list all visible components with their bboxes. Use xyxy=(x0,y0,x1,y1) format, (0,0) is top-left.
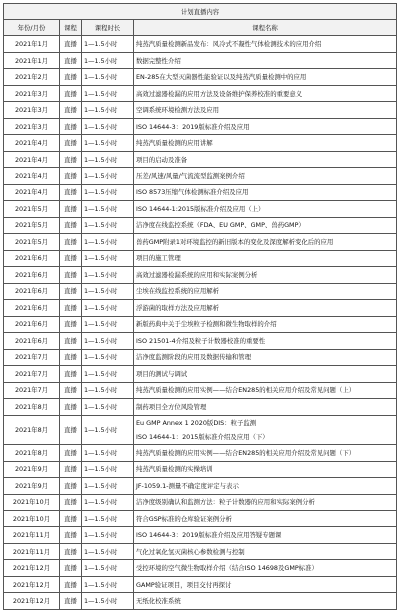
cell-course-name: EN-285在大型灭菌器性能验证以及纯蒸汽质量检测中的应用 xyxy=(134,69,397,85)
cell-duration: 1—1.5小时 xyxy=(82,478,134,494)
cell-month: 2021年11月 xyxy=(4,543,60,559)
cell-course-name: 高效过滤器检漏的应用方法及设备维护保养校准的重要意义 xyxy=(134,85,397,101)
cell-duration: 1—1.5小时 xyxy=(82,494,134,510)
cell-duration: 1—1.5小时 xyxy=(82,560,134,576)
cell-course-name: 气化过氧化氢灭菌核心参数检测与控制 xyxy=(134,543,397,559)
cell-course-name: 纯蒸汽质量检测的应用实例——结合EN285的相关应用介绍及常见问题（上） xyxy=(134,382,397,398)
cell-duration: 1—1.5小时 xyxy=(82,283,134,299)
cell-duration: 1—1.5小时 xyxy=(82,118,134,134)
cell-course-type: 直播 xyxy=(60,52,82,68)
cell-course-type: 直播 xyxy=(60,184,82,200)
cell-course-name: ISO 14644-1:2015版标准介绍及应用（上） xyxy=(134,201,397,217)
cell-course-type: 直播 xyxy=(60,118,82,134)
header-duration: 课程时长 xyxy=(82,20,134,36)
table-row xyxy=(4,102,397,118)
cell-course-type: 直播 xyxy=(60,399,82,415)
cell-course-name: 项目的启动及准备 xyxy=(134,151,397,167)
cell-course-name: GAMP验证项目，项目交付再探讨 xyxy=(134,576,397,592)
table-row xyxy=(4,382,397,398)
cell-month: 2021年5月 xyxy=(4,201,60,217)
cell-course-name: ISO 8573压缩气体检测标准介绍及应用 xyxy=(134,184,397,200)
cell-course-type: 直播 xyxy=(60,69,82,85)
cell-course-type: 直播 xyxy=(60,510,82,526)
cell-course-name: 新版药典中关于尘埃粒子检测和微生物取样的介绍 xyxy=(134,316,397,332)
cell-duration: 1—1.5小时 xyxy=(82,349,134,365)
cell-course-type: 直播 xyxy=(60,527,82,543)
cell-month: 2021年9月 xyxy=(4,461,60,477)
cell-course-name: 洁净度级别确认和监测方法：粒子计数器的应用和实际案例分析 xyxy=(134,494,397,510)
cell-course-type: 直播 xyxy=(60,267,82,283)
cell-duration: 1—1.5小时 xyxy=(82,135,134,151)
cell-course-type: 直播 xyxy=(60,217,82,233)
cell-course-name: 纯蒸汽质量检测的实操培训 xyxy=(134,461,397,477)
cell-course-name: JF-1059.1-测量不确定度评定与表示 xyxy=(134,478,397,494)
table-row xyxy=(4,316,397,332)
cell-course-name: 浮游菌的取样方法及应用解析 xyxy=(134,300,397,316)
table-row xyxy=(4,510,397,526)
cell-duration: 1—1.5小时 xyxy=(82,543,134,559)
cell-month: 2021年3月 xyxy=(4,118,60,134)
cell-month: 2021年4月 xyxy=(4,151,60,167)
cell-duration: 1—1.5小时 xyxy=(82,461,134,477)
cell-month: 2021年1月 xyxy=(4,36,60,52)
cell-month: 2021年4月 xyxy=(4,168,60,184)
table-row xyxy=(4,445,397,461)
cell-course-name: 高效过滤器检漏系统的应用和实际案例分析 xyxy=(134,267,397,283)
cell-duration: 1—1.5小时 xyxy=(82,36,134,52)
cell-month: 2021年5月 xyxy=(4,217,60,233)
cell-month: 2021年6月 xyxy=(4,333,60,349)
cell-course-name: 兽药GMP附录1对环境监控的新旧版本的变化及深度解析变化后的应用 xyxy=(134,234,397,250)
cell-course-name: 尘埃在线监控系统的应用解析 xyxy=(134,283,397,299)
cell-duration: 1—1.5小时 xyxy=(82,168,134,184)
table-row xyxy=(4,527,397,543)
cell-course-type: 直播 xyxy=(60,234,82,250)
cell-duration: 1—1.5小时 xyxy=(82,250,134,266)
table-row xyxy=(4,201,397,217)
cell-duration: 1—1.5小时 xyxy=(82,234,134,250)
cell-month: 2021年3月 xyxy=(4,102,60,118)
cell-duration: 1—1.5小时 xyxy=(82,316,134,332)
table-row xyxy=(4,135,397,151)
table-row xyxy=(4,576,397,592)
table-row xyxy=(4,478,397,494)
cell-duration: 1—1.5小时 xyxy=(82,151,134,167)
cell-duration: 1—1.5小时 xyxy=(82,445,134,461)
cell-course-name: 数据完整性介绍 xyxy=(134,52,397,68)
cell-month: 2021年10月 xyxy=(4,494,60,510)
cell-month: 2021年3月 xyxy=(4,85,60,101)
cell-duration: 1—1.5小时 xyxy=(82,510,134,526)
cell-course-type: 直播 xyxy=(60,333,82,349)
cell-course-type: 直播 xyxy=(60,316,82,332)
table-row xyxy=(4,168,397,184)
cell-course-type: 直播 xyxy=(60,250,82,266)
cell-course-name: 制药项目全方位风险管理 xyxy=(134,399,397,415)
cell-course-type: 直播 xyxy=(60,135,82,151)
column-header-row xyxy=(4,20,397,36)
cell-month: 2021年12月 xyxy=(4,576,60,592)
cell-month: 2021年5月 xyxy=(4,234,60,250)
table-row xyxy=(4,283,397,299)
cell-duration: 1—1.5小时 xyxy=(82,382,134,398)
table-row xyxy=(4,267,397,283)
cell-course-name: 洁净度监测阶段的应用及数据传输和管理 xyxy=(134,349,397,365)
cell-duration: 1—1.5小时 xyxy=(82,267,134,283)
cell-course-type: 直播 xyxy=(60,415,82,445)
cell-course-name: 纯蒸汽质量检测的应用讲解 xyxy=(134,135,397,151)
cell-duration: 1—1.5小时 xyxy=(82,184,134,200)
cell-course-name: ISO 14644-3：2019版标准介绍及应用 xyxy=(134,118,397,134)
table-row xyxy=(4,366,397,382)
cell-month: 2021年1月 xyxy=(4,52,60,68)
cell-course-name: 压差/风速/风量/气流流型监测案例介绍 xyxy=(134,168,397,184)
cell-duration: 1—1.5小时 xyxy=(82,102,134,118)
cell-course-type: 直播 xyxy=(60,151,82,167)
table-row xyxy=(4,415,397,445)
cell-duration: 1—1.5小时 xyxy=(82,415,134,445)
table-row xyxy=(4,234,397,250)
cell-month: 2021年6月 xyxy=(4,300,60,316)
cell-month: 2021年2月 xyxy=(4,69,60,85)
cell-month: 2021年7月 xyxy=(4,349,60,365)
cell-month: 2021年4月 xyxy=(4,184,60,200)
cell-duration: 1—1.5小时 xyxy=(82,201,134,217)
cell-course-type: 直播 xyxy=(60,543,82,559)
cell-course-type: 直播 xyxy=(60,300,82,316)
cell-course-type: 直播 xyxy=(60,382,82,398)
table-row xyxy=(4,36,397,52)
header-month: 年份/月份 xyxy=(4,20,60,36)
cell-course-type: 直播 xyxy=(60,168,82,184)
cell-course-name: 空调系统环境检测方法及应用 xyxy=(134,102,397,118)
cell-course-type: 直播 xyxy=(60,283,82,299)
cell-duration: 1—1.5小时 xyxy=(82,52,134,68)
table-row xyxy=(4,52,397,68)
table-row xyxy=(4,461,397,477)
cell-month: 2021年9月 xyxy=(4,478,60,494)
cell-duration: 1—1.5小时 xyxy=(82,366,134,382)
cell-course-type: 直播 xyxy=(60,445,82,461)
cell-duration: 1—1.5小时 xyxy=(82,85,134,101)
cell-month: 2021年8月 xyxy=(4,445,60,461)
cell-course-type: 直播 xyxy=(60,494,82,510)
cell-course-name: 无纸化校准系统 xyxy=(134,593,397,610)
table-row xyxy=(4,69,397,85)
cell-course-type: 直播 xyxy=(60,349,82,365)
cell-month: 2021年8月 xyxy=(4,399,60,415)
cell-duration: 1—1.5小时 xyxy=(82,399,134,415)
cell-duration: 1—1.5小时 xyxy=(82,576,134,592)
cell-month: 2021年4月 xyxy=(4,135,60,151)
cell-course-name: ISO 21501-4介绍及粒子计数器校准的重要性 xyxy=(134,333,397,349)
cell-course-name: 洁净度在线监控系统（FDA、EU GMP、GMP、兽药GMP） xyxy=(134,217,397,233)
cell-course-type: 直播 xyxy=(60,560,82,576)
table-row xyxy=(4,543,397,559)
cell-duration: 1—1.5小时 xyxy=(82,593,134,610)
cell-month: 2021年6月 xyxy=(4,283,60,299)
table-row xyxy=(4,184,397,200)
table-row xyxy=(4,217,397,233)
table-row xyxy=(4,250,397,266)
cell-course-type: 直播 xyxy=(60,102,82,118)
cell-duration: 1—1.5小时 xyxy=(82,69,134,85)
cell-month: 2021年7月 xyxy=(4,382,60,398)
cell-course-type: 直播 xyxy=(60,576,82,592)
table-row xyxy=(4,118,397,134)
cell-course-name: 受控环境的空气微生物取样介绍（结合ISO 14698及GMP标准） xyxy=(134,560,397,576)
table-row xyxy=(4,151,397,167)
cell-course-name: 项目的施工管理 xyxy=(134,250,397,266)
cell-course-type: 直播 xyxy=(60,85,82,101)
cell-month: 2021年7月 xyxy=(4,366,60,382)
cell-month: 2021年12月 xyxy=(4,593,60,610)
group-header: 计划直播内容 xyxy=(4,4,397,20)
cell-course-type: 直播 xyxy=(60,593,82,610)
table-row xyxy=(4,494,397,510)
table-row xyxy=(4,333,397,349)
cell-course-type: 直播 xyxy=(60,478,82,494)
header-course-name: 课程名称 xyxy=(134,20,397,36)
cell-month: 2021年6月 xyxy=(4,250,60,266)
cell-course-name: 项目的测试与调试 xyxy=(134,366,397,382)
table-row xyxy=(4,560,397,576)
cell-course-name: 纯蒸汽质量检测的应用实例——结合EN285的相关应用介绍及常见问题（下） xyxy=(134,445,397,461)
cell-month: 2021年11月 xyxy=(4,527,60,543)
cell-course-name: 符合GSP标准的仓库验证案例分析 xyxy=(134,510,397,526)
header-course-type: 课程 xyxy=(60,20,82,36)
cell-course-type: 直播 xyxy=(60,201,82,217)
cell-course-type: 直播 xyxy=(60,36,82,52)
group-header-row xyxy=(4,4,397,20)
cell-month: 2021年6月 xyxy=(4,316,60,332)
table-row xyxy=(4,300,397,316)
cell-course-name: 纯蒸汽质量检测新品发布：风冷式不凝性气体检测技术的应用介绍 xyxy=(134,36,397,52)
cell-course-type: 直播 xyxy=(60,461,82,477)
table-row xyxy=(4,593,397,610)
cell-course-type: 直播 xyxy=(60,366,82,382)
cell-month: 2021年10月 xyxy=(4,510,60,526)
cell-course-name: ISO 14644-3：2019版标准介绍及应用答疑专题课 xyxy=(134,527,397,543)
table-row xyxy=(4,399,397,415)
cell-month: 2021年6月 xyxy=(4,267,60,283)
cell-duration: 1—1.5小时 xyxy=(82,527,134,543)
cell-month: 2021年12月 xyxy=(4,560,60,576)
cell-duration: 1—1.5小时 xyxy=(82,217,134,233)
cell-duration: 1—1.5小时 xyxy=(82,333,134,349)
table-row xyxy=(4,349,397,365)
cell-course-name: Eu GMP Annex 1 2020版DIS：粒子监测 ISO 14644-1：2015版标准介绍及应用（下） xyxy=(134,415,397,445)
live-course-schedule-table xyxy=(3,3,397,610)
table-row xyxy=(4,85,397,101)
cell-month: 2021年8月 xyxy=(4,415,60,445)
cell-duration: 1—1.5小时 xyxy=(82,300,134,316)
